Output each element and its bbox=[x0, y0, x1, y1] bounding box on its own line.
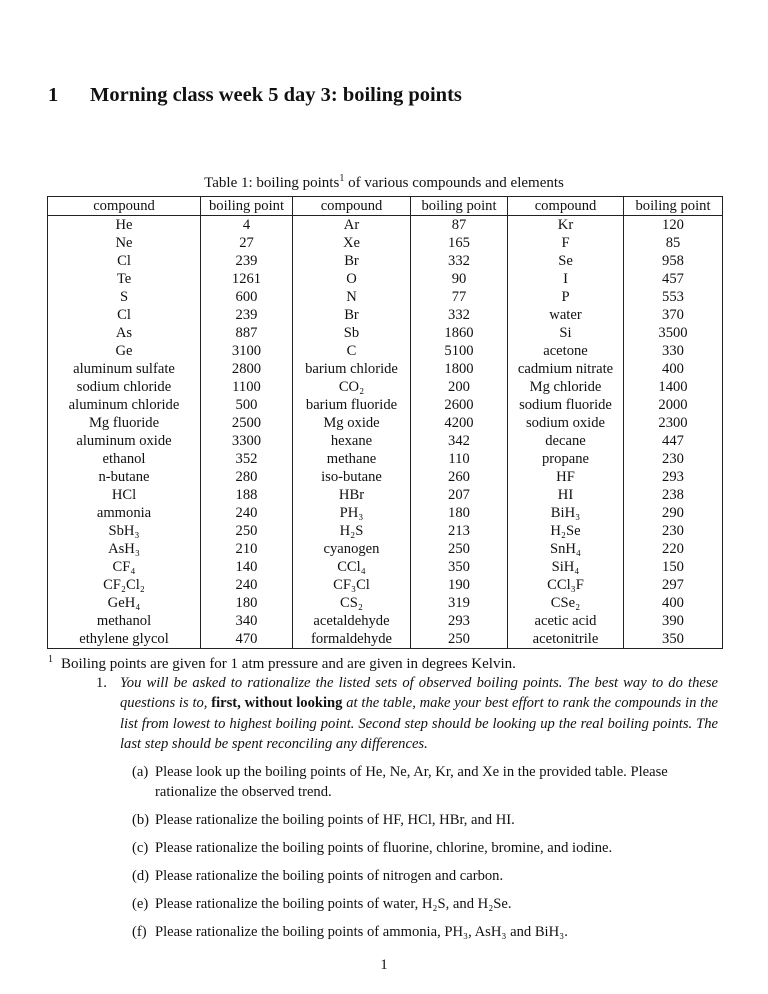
compound-cell: Ge bbox=[48, 342, 201, 360]
boiling-point-cell: 1400 bbox=[624, 378, 723, 396]
compound-cell: Xe bbox=[293, 234, 411, 252]
subquestion-list bbox=[132, 762, 718, 943]
compound-cell: barium chloride bbox=[293, 360, 411, 378]
compound-cell: GeH₄ bbox=[48, 594, 201, 612]
page-number: 1 bbox=[380, 957, 388, 973]
compound-cell: S bbox=[48, 288, 201, 306]
question-text-part: at the table, make your best effort to rank the compounds in the list from lowest to highest boiling point. Second step should be looking up the real boiling points. The last step should be spent reconciling any differences. bbox=[120, 695, 718, 752]
boiling-point-cell: 400 bbox=[624, 360, 723, 378]
compound-cell: As bbox=[48, 324, 201, 342]
compound-cell: methanol bbox=[48, 612, 201, 630]
boiling-point-cell: 230 bbox=[624, 450, 723, 468]
boiling-point-cell: 330 bbox=[624, 342, 723, 360]
subquestion bbox=[132, 922, 718, 942]
boiling-point-cell: 352 bbox=[201, 450, 293, 468]
compound-cell: sodium fluoride bbox=[508, 396, 624, 414]
boiling-point-cell: 342 bbox=[411, 432, 508, 450]
table-row bbox=[48, 378, 723, 396]
table-row bbox=[48, 414, 723, 432]
table-row bbox=[48, 558, 723, 576]
compound-cell: ethylene glycol bbox=[48, 630, 201, 649]
boiling-point-cell: 250 bbox=[411, 630, 508, 649]
column-header: boiling point bbox=[411, 197, 508, 216]
compound-cell: CCl₄ bbox=[293, 558, 411, 576]
compound-cell: decane bbox=[508, 432, 624, 450]
boiling-point-cell: 4200 bbox=[411, 414, 508, 432]
compound-cell: cadmium nitrate bbox=[508, 360, 624, 378]
subquestion-text: Please rationalize the boiling points of fluorine, chlorine, bromine, and iodine. bbox=[155, 840, 613, 857]
boiling-point-cell: 213 bbox=[411, 522, 508, 540]
subquestion-text: Please rationalize the boiling points of HF, HCl, HBr, and HI. bbox=[155, 812, 515, 829]
boiling-point-cell: 400 bbox=[624, 594, 723, 612]
subquestion bbox=[132, 810, 718, 830]
table-row bbox=[48, 540, 723, 558]
section-number: 1 bbox=[48, 84, 59, 106]
table-row bbox=[48, 252, 723, 270]
boiling-point-cell: 350 bbox=[411, 558, 508, 576]
boiling-point-cell: 2800 bbox=[201, 360, 293, 378]
compound-cell: aluminum chloride bbox=[48, 396, 201, 414]
boiling-point-cell: 210 bbox=[201, 540, 293, 558]
compound-cell: ammonia bbox=[48, 504, 201, 522]
boiling-point-cell: 3100 bbox=[201, 342, 293, 360]
compound-cell: CF₂Cl₂ bbox=[48, 576, 201, 594]
compound-cell: Br bbox=[293, 252, 411, 270]
compound-cell: F bbox=[508, 234, 624, 252]
boiling-point-cell: 340 bbox=[201, 612, 293, 630]
table-row bbox=[48, 306, 723, 324]
boiling-point-cell: 140 bbox=[201, 558, 293, 576]
table-row bbox=[48, 576, 723, 594]
question-emphasis: first, without looking bbox=[211, 695, 343, 712]
table-row bbox=[48, 342, 723, 360]
table-row bbox=[48, 468, 723, 486]
boiling-point-cell: 350 bbox=[624, 630, 723, 649]
boiling-point-cell: 239 bbox=[201, 252, 293, 270]
boiling-point-cell: 1800 bbox=[411, 360, 508, 378]
column-header: compound bbox=[48, 197, 201, 216]
compound-cell: CSe₂ bbox=[508, 594, 624, 612]
boiling-point-cell: 500 bbox=[201, 396, 293, 414]
compound-cell: acetaldehyde bbox=[293, 612, 411, 630]
table-row bbox=[48, 612, 723, 630]
boiling-point-cell: 3300 bbox=[201, 432, 293, 450]
question-section bbox=[96, 673, 718, 950]
boiling-point-cell: 600 bbox=[201, 288, 293, 306]
boiling-point-cell: 180 bbox=[411, 504, 508, 522]
boiling-point-cell: 230 bbox=[624, 522, 723, 540]
compound-cell: Ne bbox=[48, 234, 201, 252]
boiling-point-cell: 90 bbox=[411, 270, 508, 288]
subquestion-label: (a) bbox=[132, 763, 149, 780]
table-row bbox=[48, 216, 723, 235]
boiling-point-cell: 2000 bbox=[624, 396, 723, 414]
subquestion bbox=[132, 838, 718, 858]
compound-cell: Se bbox=[508, 252, 624, 270]
boiling-point-cell: 180 bbox=[201, 594, 293, 612]
compound-cell: SnH₄ bbox=[508, 540, 624, 558]
boiling-point-cell: 27 bbox=[201, 234, 293, 252]
table-row bbox=[48, 396, 723, 414]
compound-cell: Sb bbox=[293, 324, 411, 342]
table-row bbox=[48, 630, 723, 649]
boiling-point-cell: 85 bbox=[624, 234, 723, 252]
boiling-point-cell: 240 bbox=[201, 576, 293, 594]
compound-cell: BiH₃ bbox=[508, 504, 624, 522]
boiling-point-cell: 240 bbox=[201, 504, 293, 522]
compound-cell: n-butane bbox=[48, 468, 201, 486]
compound-cell: Cl bbox=[48, 306, 201, 324]
subquestion-text: Please look up the boiling points of He, Ne, Ar, Kr, and Xe in the provided table. Please rationalize the observed trend. bbox=[155, 763, 668, 801]
table-row bbox=[48, 288, 723, 306]
table-row bbox=[48, 594, 723, 612]
boiling-point-cell: 470 bbox=[201, 630, 293, 649]
subquestion bbox=[132, 762, 718, 803]
compound-cell: HI bbox=[508, 486, 624, 504]
compound-cell: acetone bbox=[508, 342, 624, 360]
subquestion-text: Please rationalize the boiling points of nitrogen and carbon. bbox=[155, 868, 504, 885]
subquestion-text: Please rationalize the boiling points of water, H₂S, and H₂Se. bbox=[155, 896, 512, 913]
boiling-point-cell: 77 bbox=[411, 288, 508, 306]
table-row bbox=[48, 324, 723, 342]
boiling-point-cell: 165 bbox=[411, 234, 508, 252]
table-row bbox=[48, 234, 723, 252]
boiling-point-cell: 87 bbox=[411, 216, 508, 235]
compound-cell: acetic acid bbox=[508, 612, 624, 630]
compound-cell: CF₃Cl bbox=[293, 576, 411, 594]
boiling-point-cell: 250 bbox=[201, 522, 293, 540]
compound-cell: sodium chloride bbox=[48, 378, 201, 396]
compound-cell: I bbox=[508, 270, 624, 288]
compound-cell: methane bbox=[293, 450, 411, 468]
boiling-point-cell: 280 bbox=[201, 468, 293, 486]
boiling-point-cell: 2600 bbox=[411, 396, 508, 414]
compound-cell: O bbox=[293, 270, 411, 288]
subquestion-label: (e) bbox=[132, 896, 149, 913]
compound-cell: HF bbox=[508, 468, 624, 486]
subquestion-label: (c) bbox=[132, 840, 149, 857]
boiling-point-cell: 150 bbox=[624, 558, 723, 576]
boiling-point-cell: 220 bbox=[624, 540, 723, 558]
column-header: boiling point bbox=[624, 197, 723, 216]
compound-cell: iso-butane bbox=[293, 468, 411, 486]
boiling-point-cell: 447 bbox=[624, 432, 723, 450]
boiling-points-table bbox=[47, 196, 723, 649]
boiling-point-cell: 958 bbox=[624, 252, 723, 270]
compound-cell: HBr bbox=[293, 486, 411, 504]
boiling-point-cell: 2500 bbox=[201, 414, 293, 432]
compound-cell: CF₄ bbox=[48, 558, 201, 576]
compound-cell: CCl₃F bbox=[508, 576, 624, 594]
compound-cell: SbH₃ bbox=[48, 522, 201, 540]
footnote-mark: 1 bbox=[48, 654, 53, 665]
section-heading bbox=[48, 84, 462, 107]
boiling-point-cell: 293 bbox=[411, 612, 508, 630]
compound-cell: ethanol bbox=[48, 450, 201, 468]
table-row bbox=[48, 270, 723, 288]
compound-cell: barium fluoride bbox=[293, 396, 411, 414]
subquestion-label: (b) bbox=[132, 812, 150, 829]
subquestion bbox=[132, 866, 718, 886]
compound-cell: AsH₃ bbox=[48, 540, 201, 558]
question-label: 1. bbox=[96, 675, 107, 691]
compound-cell: He bbox=[48, 216, 201, 235]
compound-cell: Mg oxide bbox=[293, 414, 411, 432]
boiling-point-cell: 370 bbox=[624, 306, 723, 324]
boiling-point-cell: 4 bbox=[201, 216, 293, 235]
boiling-point-cell: 1100 bbox=[201, 378, 293, 396]
boiling-point-cell: 390 bbox=[624, 612, 723, 630]
compound-cell: sodium oxide bbox=[508, 414, 624, 432]
table-row bbox=[48, 360, 723, 378]
boiling-point-cell: 319 bbox=[411, 594, 508, 612]
compound-cell: acetonitrile bbox=[508, 630, 624, 649]
compound-cell: C bbox=[293, 342, 411, 360]
table-row bbox=[48, 450, 723, 468]
boiling-point-cell: 3500 bbox=[624, 324, 723, 342]
question-text-part: You will be asked to rationalize the listed sets of observed boiling points. The best way to do these questions is to, bbox=[120, 675, 718, 712]
compound-cell: formaldehyde bbox=[293, 630, 411, 649]
subquestion-text: Please rationalize the boiling points of ammonia, PH₃, AsH₃ and BiH₃. bbox=[155, 924, 568, 941]
boiling-point-cell: 250 bbox=[411, 540, 508, 558]
compound-cell: Br bbox=[293, 306, 411, 324]
subquestion bbox=[132, 894, 718, 914]
column-header: boiling point bbox=[201, 197, 293, 216]
compound-cell: Si bbox=[508, 324, 624, 342]
table-row bbox=[48, 522, 723, 540]
compound-cell: Kr bbox=[508, 216, 624, 235]
compound-cell: SiH₄ bbox=[508, 558, 624, 576]
boiling-point-cell: 5100 bbox=[411, 342, 508, 360]
boiling-point-cell: 332 bbox=[411, 306, 508, 324]
caption-suffix: of various compounds and elements bbox=[344, 175, 564, 191]
footnote bbox=[48, 651, 516, 673]
boiling-point-cell: 297 bbox=[624, 576, 723, 594]
boiling-point-cell: 207 bbox=[411, 486, 508, 504]
table-row bbox=[48, 486, 723, 504]
section-title: Morning class week 5 day 3: boiling points bbox=[90, 84, 462, 106]
compound-cell: PH₃ bbox=[293, 504, 411, 522]
compound-cell: cyanogen bbox=[293, 540, 411, 558]
question-text bbox=[120, 673, 718, 754]
compound-cell: aluminum sulfate bbox=[48, 360, 201, 378]
compound-cell: Mg chloride bbox=[508, 378, 624, 396]
compound-cell: hexane bbox=[293, 432, 411, 450]
column-header: compound bbox=[293, 197, 411, 216]
boiling-point-cell: 332 bbox=[411, 252, 508, 270]
compound-cell: HCl bbox=[48, 486, 201, 504]
compound-cell: H₂S bbox=[293, 522, 411, 540]
caption-prefix: Table 1: boiling points bbox=[204, 175, 340, 191]
boiling-point-cell: 239 bbox=[201, 306, 293, 324]
footnote-text: Boiling points are given for 1 atm pressure and are given in degrees Kelvin. bbox=[61, 656, 516, 672]
boiling-point-cell: 1860 bbox=[411, 324, 508, 342]
table-header-row bbox=[48, 197, 723, 216]
boiling-point-cell: 290 bbox=[624, 504, 723, 522]
compound-cell: CO₂ bbox=[293, 378, 411, 396]
boiling-point-cell: 1261 bbox=[201, 270, 293, 288]
subquestion-label: (d) bbox=[132, 868, 150, 885]
compound-cell: Cl bbox=[48, 252, 201, 270]
subquestion-label: (f) bbox=[132, 924, 147, 941]
boiling-point-cell: 2300 bbox=[624, 414, 723, 432]
compound-cell: N bbox=[293, 288, 411, 306]
boiling-point-cell: 190 bbox=[411, 576, 508, 594]
compound-cell: water bbox=[508, 306, 624, 324]
compound-cell: CS₂ bbox=[293, 594, 411, 612]
compound-cell: H₂Se bbox=[508, 522, 624, 540]
table-row bbox=[48, 504, 723, 522]
compound-cell: Mg fluoride bbox=[48, 414, 201, 432]
table-row bbox=[48, 432, 723, 450]
boiling-point-cell: 887 bbox=[201, 324, 293, 342]
boiling-point-cell: 200 bbox=[411, 378, 508, 396]
boiling-point-cell: 293 bbox=[624, 468, 723, 486]
boiling-point-cell: 260 bbox=[411, 468, 508, 486]
table-caption bbox=[0, 170, 768, 192]
compound-cell: propane bbox=[508, 450, 624, 468]
compound-cell: Te bbox=[48, 270, 201, 288]
compound-cell: aluminum oxide bbox=[48, 432, 201, 450]
boiling-point-cell: 553 bbox=[624, 288, 723, 306]
boiling-point-cell: 188 bbox=[201, 486, 293, 504]
footnote-mark: 1 bbox=[339, 173, 345, 184]
compound-cell: P bbox=[508, 288, 624, 306]
boiling-point-cell: 457 bbox=[624, 270, 723, 288]
compound-cell: Ar bbox=[293, 216, 411, 235]
boiling-point-cell: 238 bbox=[624, 486, 723, 504]
boiling-point-cell: 110 bbox=[411, 450, 508, 468]
column-header: compound bbox=[508, 197, 624, 216]
boiling-point-cell: 120 bbox=[624, 216, 723, 235]
question-1 bbox=[96, 673, 718, 754]
